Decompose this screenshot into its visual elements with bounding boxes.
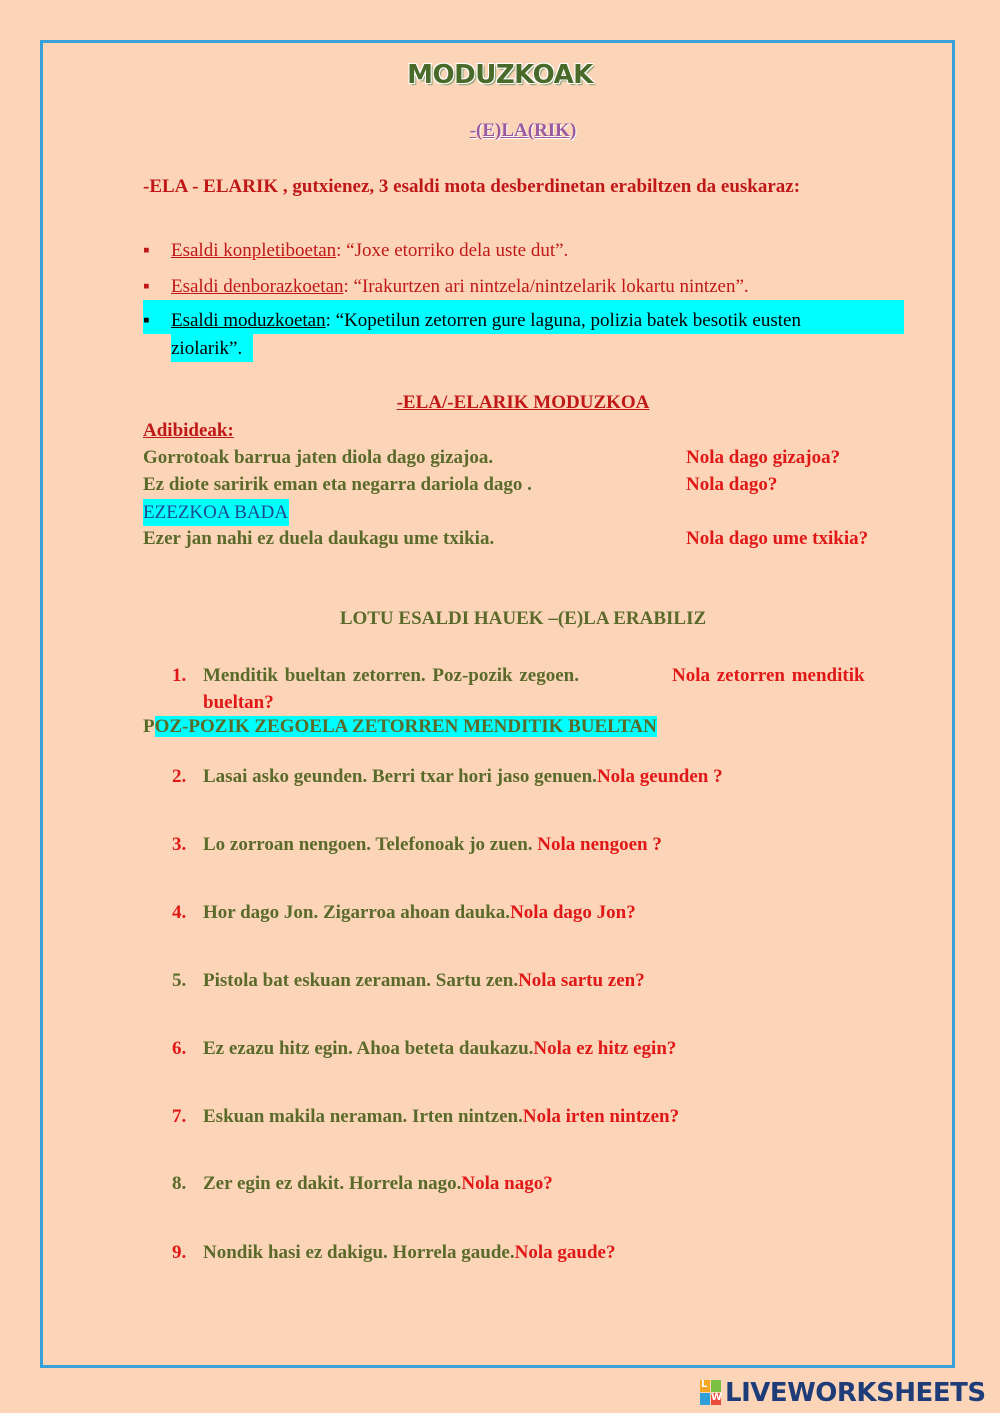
exercise-sentence: Hor dago Jon. Zigarroa ahoan dauka.: [203, 902, 511, 923]
exercise-line: [203, 834, 662, 856]
exercise-line: [203, 1038, 676, 1060]
section-heading: -ELA/-ELARIK MODUZKOA: [396, 392, 650, 413]
bullet-item-3-text: : “Kopetilun zetorren gure laguna, polizia batek besotik eusten: [325, 310, 801, 331]
answer-first-letter: P: [143, 716, 155, 737]
example-sentence: Ez diote saririk eman eta negarra dariola dago .: [143, 474, 532, 495]
bullet-item-3-line1: [171, 310, 801, 332]
exercise-number: 6.: [172, 1038, 187, 1059]
exercise-number: 7.: [172, 1106, 187, 1127]
exercise-question: Nola sartu zen?: [518, 970, 645, 991]
exercise-question: Nola geunden ?: [596, 766, 723, 787]
exercise-sentence: Pistola bat eskuan zeraman. Sartu zen.: [203, 970, 519, 991]
bullet-icon: ▪: [143, 240, 150, 261]
exercise-number: 3.: [172, 834, 187, 855]
exercise-question: Nola zetorren menditik: [672, 665, 865, 686]
exercise-number: 1.: [172, 665, 187, 686]
logo-icon: [700, 1380, 722, 1406]
exercise-sentence: Lo zorroan nengoen. Telefonoak jo zuen.: [203, 834, 533, 855]
exercise-line: [203, 970, 645, 992]
exercise-number: 9.: [172, 1242, 187, 1263]
logo-letter: L: [701, 1379, 708, 1390]
logo-letter: W: [711, 1392, 723, 1403]
exercise-sentence: Nondik hasi ez dakigu. Horrela gaude.: [203, 1242, 515, 1263]
exercise-sentence: Lasai asko geunden. Berri txar hori jaso genuen.: [203, 766, 597, 787]
page-subtitle: -(E)LA(RIK): [469, 120, 577, 141]
bullet-icon: ▪: [143, 276, 150, 297]
exercise-number: 8.: [172, 1173, 187, 1194]
bullet-item-1: [171, 240, 568, 262]
bullet-icon: ▪: [143, 310, 150, 331]
example-question: Nola dago gizajoa?: [686, 447, 841, 468]
answer-text: [143, 716, 657, 743]
exercise-title: LOTU ESALDI HAUEK –(E)LA ERABILIZ: [339, 608, 707, 629]
exercise-number: 4.: [172, 902, 187, 923]
bullet-item-2-label: Esaldi denborazkoetan: [171, 276, 344, 297]
exercise-question: Nola ez hitz egin?: [533, 1038, 677, 1059]
bullet-item-3: [143, 300, 904, 362]
example-sentence: Gorrotoak barrua jaten diola dago gizajoa.: [143, 447, 494, 468]
exercise-number: 5.: [172, 970, 187, 991]
bullet-item-3-line2: ziolarik”.: [171, 338, 243, 359]
exercise-sentence: Zer egin ez dakit. Horrela nago.: [203, 1173, 462, 1194]
exercise-question: Nola gaude?: [514, 1242, 616, 1263]
logo-text: LIVEWORKSHEETS: [725, 1378, 986, 1408]
exercise-question: bueltan?: [203, 692, 274, 713]
exercise-question: Nola dago Jon?: [510, 902, 636, 923]
exercise-line: [203, 766, 723, 788]
exercise-line: [203, 1106, 679, 1128]
example-question: Nola dago?: [686, 474, 778, 495]
exercise-question: Nola nago?: [461, 1173, 553, 1194]
exercise-line: [203, 1242, 615, 1264]
exercise-number: 2.: [172, 766, 187, 787]
exercise-sentence: Eskuan makila neraman. Irten nintzen.: [203, 1106, 523, 1127]
bullet-item-1-label: Esaldi konpletiboetan: [171, 240, 337, 261]
bullet-item-2: [171, 276, 749, 298]
bullet-item-1-text: : “Joxe etorriko dela uste dut”.: [336, 240, 569, 261]
page-title: MODUZKOAK: [407, 60, 593, 90]
exercise-sentence: Ez ezazu hitz egin. Ahoa beteta daukazu.: [203, 1038, 534, 1059]
negative-label: EZEZKOA BADA: [143, 499, 289, 526]
exercise-question: Nola nengoen ?: [532, 834, 662, 855]
examples-label: Adibideak:: [143, 420, 234, 441]
exercise-question: Nola irten nintzen?: [522, 1106, 680, 1127]
liveworksheets-logo[interactable]: [700, 1378, 995, 1408]
intro-text: -ELA - ELARIK , gutxienez, 3 esaldi mota desberdinetan erabiltzen da euskaraz:: [143, 176, 801, 197]
example-question: Nola dago ume txikia?: [686, 528, 869, 549]
answer-highlighted: OZ-POZIK ZEGOELA ZETORREN MENDITIK BUELTAN: [154, 716, 657, 737]
exercise-line: [203, 1173, 553, 1195]
example-sentence: Ezer jan nahi ez duela daukagu ume txikia.: [143, 528, 495, 549]
bullet-item-2-text: : “Irakurtzen ari nintzela/nintzelarik lokartu nintzen”.: [343, 276, 749, 297]
exercise-line: [203, 902, 636, 924]
exercise-sentence: Menditik bueltan zetorren. Poz-pozik zegoen.: [203, 665, 579, 686]
bullet-item-3-label: Esaldi moduzkoetan: [171, 310, 326, 331]
